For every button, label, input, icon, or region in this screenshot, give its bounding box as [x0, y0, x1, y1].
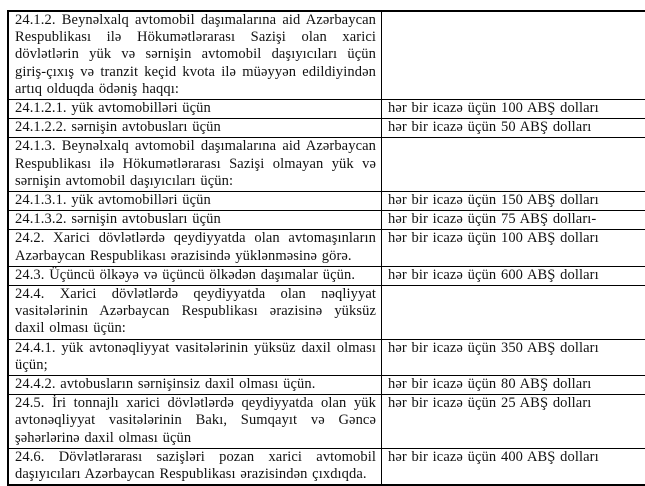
- fee-cell: hər bir icazə üçün 75 ABŞ dolları-: [382, 211, 645, 230]
- table-row: [8, 100, 645, 119]
- clause-cell: 24.4.1. yük avtonəqliyyat vasitələrinin yüksüz daxil olması üçün;: [8, 339, 382, 375]
- table-row: [8, 230, 645, 266]
- fee-cell: hər bir icazə üçün 50 ABŞ dolları: [382, 119, 645, 138]
- fee-cell: hər bir icazə üçün 100 ABŞ dolları: [382, 230, 645, 266]
- table-row: [8, 339, 645, 375]
- table-row: [8, 192, 645, 211]
- clause-cell: 24.4. Xarici dövlətlərdə qeydiyyatda olan nəqliyyat vasitələrinin Azərbaycan Respublikası ərazisinə yüksüz daxil olması üçün:: [8, 286, 382, 340]
- table-row: [8, 395, 645, 449]
- fee-cell: hər bir icazə üçün 350 ABŞ dolları: [382, 339, 645, 375]
- table-row: [8, 286, 645, 340]
- table-row: [8, 138, 645, 192]
- clause-cell: 24.2. Xarici dövlətlərdə qeydiyyatda olan avtomaşınların Azərbaycan Respublikası ərazisində yüklənməsinə görə.: [8, 230, 382, 266]
- fee-cell: [382, 138, 645, 192]
- clause-cell: 24.1.3.2. sərnişin avtobusları üçün: [8, 211, 382, 230]
- table-row: [8, 119, 645, 138]
- fee-cell: hər bir icazə üçün 400 ABŞ dolları: [382, 448, 645, 485]
- fee-cell: hər bir icazə üçün 25 ABŞ dolları: [382, 395, 645, 449]
- table-row: [8, 448, 645, 485]
- clause-cell: 24.5. İri tonnajlı xarici dövlətlərdə qeydiyyatda olan yük avtonəqliyyat vasitələrinin Bakı, Sumqayıt və Gəncə şəhərlərinə daxil olması üçün: [8, 395, 382, 449]
- fee-cell: hər bir icazə üçün 80 ABŞ dolları: [382, 376, 645, 395]
- fee-cell: hər bir icazə üçün 150 ABŞ dolları: [382, 192, 645, 211]
- table-row: [8, 11, 645, 100]
- fee-cell: hər bir icazə üçün 600 ABŞ dolları: [382, 266, 645, 285]
- fee-cell: hər bir icazə üçün 100 ABŞ dolları: [382, 100, 645, 119]
- fee-cell: [382, 11, 645, 100]
- document-body: [7, 10, 645, 486]
- clause-cell: 24.4.2. avtobusların sərnişinsiz daxil olması üçün.: [8, 376, 382, 395]
- table-row: [8, 211, 645, 230]
- clause-cell: 24.1.2. Beynəlxalq avtomobil daşımalarına aid Azərbaycan Respublikası ilə Hökumətlərarası Sazişi olan xarici dövlətlərin yük və sərnişin avtomobil daşıyıcıları üçün giriş-çıxış və tranzit keçid kvota ilə müəyyən edildiyindən artıq olduqda ödəniş haqqı:: [8, 11, 382, 100]
- clause-cell: 24.6. Dövlətlərarası sazişləri pozan xarici avtomobil daşıyıcıları Azərbaycan Respublikası ərazisindən çıxdıqda.: [8, 448, 382, 485]
- fee-table: [7, 10, 645, 486]
- table-row: [8, 266, 645, 285]
- table-row: [8, 376, 645, 395]
- clause-cell: 24.1.2.1. yük avtomobilləri üçün: [8, 100, 382, 119]
- fee-cell: [382, 286, 645, 340]
- clause-cell: 24.3. Üçüncü ölkəyə və üçüncü ölkədən daşımalar üçün.: [8, 266, 382, 285]
- clause-cell: 24.1.3.1. yük avtomobilləri üçün: [8, 192, 382, 211]
- clause-cell: 24.1.3. Beynəlxalq avtomobil daşımalarına aid Azərbaycan Respublikası ilə Hökumətlərarası Sazişi olmayan yük və sərnişin avtomobil daşıyıcıları üçün:: [8, 138, 382, 192]
- clause-cell: 24.1.2.2. sərnişin avtobusları üçün: [8, 119, 382, 138]
